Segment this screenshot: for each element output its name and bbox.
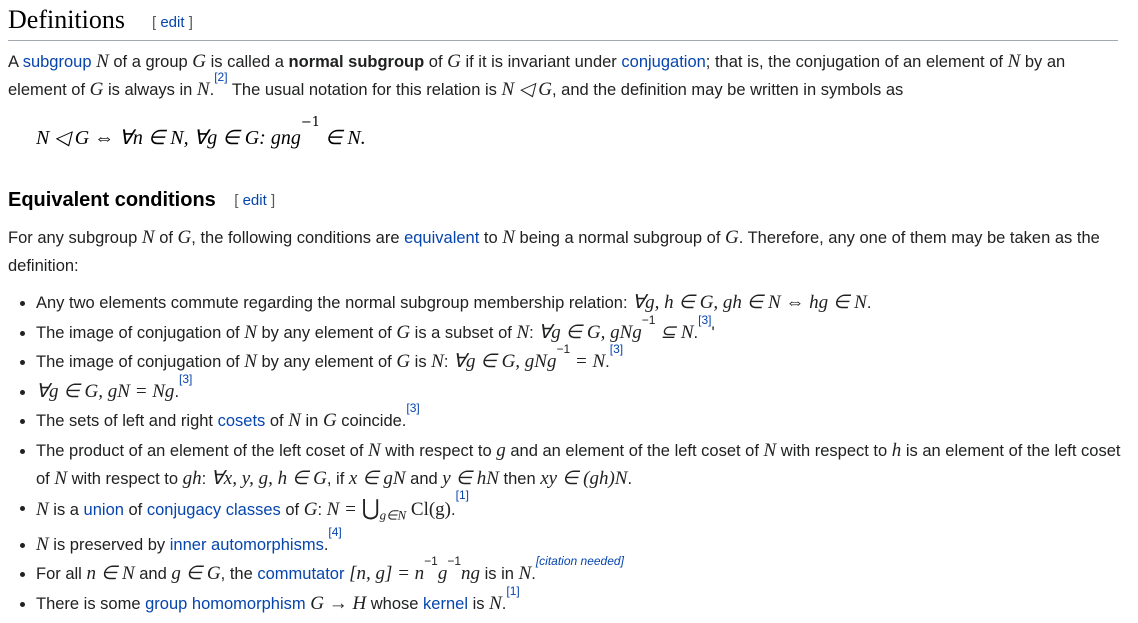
text-fragment: The image of conjugation of: [36, 323, 245, 342]
definitions-edit-section: [ edit ]: [152, 14, 193, 31]
text-fragment: of: [265, 412, 289, 430]
text-fragment: is a subset of: [410, 323, 517, 342]
math-expression: G: [725, 227, 739, 248]
superscript: [506, 584, 519, 598]
superscript: −1: [424, 554, 438, 569]
reference-link[interactable]: [4]: [328, 524, 342, 539]
reference-link[interactable]: [2]: [214, 70, 228, 84]
text-fragment: is preserved by: [48, 535, 170, 554]
text-fragment: of: [154, 229, 178, 247]
math-expression: G: [396, 321, 411, 343]
bullet-icon: [20, 506, 25, 511]
math-expression: N: [36, 533, 49, 555]
text-fragment: then: [498, 469, 541, 488]
superscript: −1: [300, 115, 320, 130]
math-expression: G: [396, 351, 411, 372]
math-expression: G: [89, 79, 104, 100]
term-normal-subgroup: normal subgroup: [288, 53, 425, 71]
list-item: [0, 554, 1130, 588]
bullet-icon: [20, 543, 25, 548]
math-expression: N: [1007, 51, 1021, 72]
superscript: [456, 488, 469, 502]
text-fragment: The image of conjugation of: [36, 353, 245, 371]
math-expression: ∀g ∈ G, gNg: [538, 321, 642, 343]
reference-link[interactable]: [3]: [406, 401, 420, 415]
link-kernel[interactable]: kernel: [423, 594, 468, 613]
text-fragment: .: [174, 382, 180, 401]
math-expression: g: [437, 563, 448, 585]
math-expression: Cl(g): [406, 499, 452, 520]
equivalent-heading-bar: [8, 186, 275, 214]
text-fragment: :: [529, 323, 539, 342]
bullet-icon: [20, 602, 25, 607]
definitions-edit-link[interactable]: edit: [160, 14, 185, 31]
math-expression: N: [54, 467, 68, 489]
text-fragment: :: [443, 353, 454, 371]
text-fragment: The usual notation for this relation is: [227, 81, 502, 99]
text-fragment: There is some: [36, 594, 146, 613]
list-item: [0, 371, 1130, 406]
text-fragment: by any element of: [256, 353, 397, 371]
text-fragment: :: [317, 501, 327, 519]
text-fragment: [: [234, 192, 243, 209]
math-expression: gh: [182, 467, 202, 489]
text-fragment: is in: [480, 565, 519, 584]
text-fragment: is always in: [103, 81, 197, 99]
text-fragment: .: [627, 469, 633, 488]
citation-needed-link[interactable]: [536, 554, 624, 568]
math-expression: G: [177, 227, 192, 248]
text-fragment: .: [531, 565, 536, 584]
math-expression: ∈ N.: [320, 127, 366, 149]
math-expression: y ∈ hN: [442, 467, 499, 489]
math-expression: N: [141, 227, 155, 248]
math-expression: = N: [570, 351, 606, 372]
text-fragment: is: [410, 353, 432, 371]
text-fragment: coincide.: [336, 412, 407, 430]
text-fragment: , if: [326, 469, 349, 488]
definitions-heading-bar: [8, 0, 1118, 41]
list-item: [0, 342, 1130, 376]
link-subgroup[interactable]: subgroup: [22, 53, 92, 71]
link-group-homomorphism[interactable]: group homomorphism: [145, 594, 306, 613]
math-expression: ∀x, y, g, h ∈ G: [210, 467, 327, 489]
math-expression: N: [489, 592, 502, 614]
text-fragment: .: [323, 535, 329, 554]
text-fragment: with respect to: [67, 469, 183, 488]
text-fragment: is a: [48, 501, 84, 519]
conditions-list: [0, 289, 1130, 619]
text-fragment: :: [201, 469, 211, 488]
superscript: −1: [641, 312, 656, 327]
text-fragment: of: [424, 53, 448, 71]
text-fragment: by any element of: [256, 323, 397, 342]
text-fragment: , the following conditions are: [191, 229, 405, 247]
text-fragment: , the: [220, 565, 258, 584]
math-expression: G: [447, 51, 461, 72]
math-expression: g ∈ G: [171, 563, 221, 585]
text-fragment: The sets of left and right: [36, 412, 218, 430]
superscript: [536, 554, 624, 568]
definitions-heading: Definitions: [8, 5, 125, 34]
math-expression: ⋃: [361, 495, 380, 520]
math-expression: G: [192, 51, 206, 72]
text-fragment: .: [866, 294, 872, 312]
math-expression: g∈N: [379, 507, 407, 523]
math-expression: g: [496, 439, 506, 461]
math-expression: [n, g] = n: [349, 563, 425, 585]
superscript: [179, 372, 192, 386]
math-expression: ∀g ∈ G, gNg: [453, 351, 557, 372]
math-expression: N: [96, 51, 109, 72]
text-fragment: , and the definition may be written in symbols as: [551, 81, 904, 99]
list-item: [0, 583, 1130, 618]
text-fragment: A: [8, 53, 23, 71]
text-fragment: by an element of: [8, 53, 1066, 99]
math-expression: N: [196, 79, 210, 100]
text-fragment: .: [451, 501, 456, 519]
list-item: [0, 401, 1130, 435]
text-fragment: and an element of the left coset of: [505, 441, 764, 460]
math-expression: G → H: [310, 592, 367, 614]
definitions-paragraph: [8, 48, 1120, 104]
text-fragment: ; that is, the conjugation of an element of: [705, 53, 1008, 71]
link-inner-automorphisms[interactable]: inner automorphisms: [169, 535, 324, 554]
reference-link[interactable]: [3]: [179, 371, 193, 386]
math-expression: N: [244, 321, 257, 343]
math-expression: n ∈ N: [86, 563, 135, 585]
text-fragment: being a normal subgroup of: [514, 229, 725, 247]
text-fragment: is an element of the left coset of: [36, 441, 1121, 488]
superscript: [214, 70, 227, 84]
text-fragment: is: [468, 594, 490, 613]
reference-link[interactable]: [3]: [698, 312, 712, 327]
bullet-icon: [20, 331, 25, 336]
equivalent-edit-link[interactable]: edit: [242, 192, 267, 209]
list-item: [0, 488, 1130, 529]
link-equivalent[interactable]: equivalent: [404, 229, 480, 247]
text-fragment: .: [605, 353, 610, 371]
superscript: −1: [556, 342, 571, 356]
text-fragment: and: [405, 469, 443, 488]
bullet-icon: [20, 449, 25, 454]
bullet-icon: [20, 419, 25, 424]
superscript: −1: [447, 554, 462, 569]
math-expression: N: [502, 227, 515, 248]
text-fragment: with respect to: [380, 441, 497, 460]
normal-notation: N ◁ G: [501, 79, 552, 100]
text-fragment: in: [300, 412, 323, 430]
bullet-icon: [20, 360, 25, 365]
text-fragment: [citation needed]: [535, 554, 624, 569]
text-fragment: with respect to: [776, 441, 892, 460]
link-conjugation[interactable]: conjugation: [621, 53, 706, 71]
math-expression: ng: [461, 563, 481, 585]
list-item: [0, 289, 1130, 317]
math-expression: N: [763, 439, 777, 461]
text-fragment: and: [134, 565, 172, 584]
math-expression: h: [891, 439, 902, 461]
bullet-icon: [20, 301, 25, 306]
superscript: [406, 401, 419, 415]
text-fragment: of: [280, 501, 304, 519]
link-cosets[interactable]: cosets: [217, 412, 266, 430]
reference-link[interactable]: [3]: [609, 342, 624, 356]
text-fragment: ': [711, 323, 715, 342]
text-fragment: .: [209, 81, 215, 99]
text-fragment: whose: [366, 594, 424, 613]
reference-link[interactable]: [1]: [455, 488, 469, 502]
link-commutator[interactable]: commutator: [257, 565, 345, 584]
math-expression: G: [322, 410, 337, 431]
math-expression: N: [368, 439, 381, 461]
math-expression: xy ∈ (gh)N: [540, 467, 628, 489]
equivalent-intro: [8, 224, 1120, 280]
equivalent-heading: Equivalent conditions: [8, 189, 216, 211]
text-fragment: of: [123, 501, 147, 519]
definition-formula: [36, 115, 366, 153]
math-expression: ⊆ N: [655, 321, 694, 343]
bullet-icon: [20, 390, 25, 395]
bullet-icon: [20, 572, 25, 577]
text-fragment: .: [693, 323, 699, 342]
text-fragment: . Therefore, any one of them may be taken as the definition:: [8, 229, 1100, 275]
math-expression: N: [288, 410, 301, 431]
math-expression: N: [244, 351, 257, 372]
text-fragment: The product of an element of the left coset of: [36, 441, 369, 460]
superscript: [328, 525, 341, 539]
link-union[interactable]: union: [83, 501, 124, 519]
equivalent-edit-section: [234, 192, 275, 209]
superscript: [610, 342, 623, 356]
math-expression: x ∈ gN: [348, 467, 406, 489]
text-fragment: if it is invariant under: [460, 53, 622, 71]
text-fragment: Any two elements commute regarding the normal subgroup membership relation:: [36, 294, 633, 312]
text-fragment: .: [501, 594, 507, 613]
math-expression: N ◁ G ⇔ ∀n ∈ N, ∀g ∈ G: gng: [36, 127, 301, 149]
text-fragment: to: [479, 229, 503, 247]
math-expression: G: [303, 499, 318, 520]
math-expression: ∀g ∈ G, gN = Ng: [36, 380, 175, 402]
math-expression: N: [516, 321, 530, 343]
link-conjugacy-classes[interactable]: conjugacy classes: [146, 501, 281, 519]
math-expression: N =: [326, 499, 362, 520]
superscript: [698, 313, 711, 327]
math-expression: N: [518, 563, 532, 585]
text-fragment: ]: [266, 192, 276, 209]
text-fragment: of a group: [108, 53, 193, 71]
reference-link[interactable]: [1]: [506, 583, 520, 598]
math-expression: N: [431, 351, 444, 372]
text-fragment: is called a: [206, 53, 289, 71]
text-fragment: For any subgroup: [8, 229, 142, 247]
math-expression: N: [36, 499, 49, 520]
math-expression: ∀g, h ∈ G, gh ∈ N ⇔ hg ∈ N: [632, 292, 867, 313]
list-item: [0, 437, 1130, 493]
text-fragment: For all: [36, 565, 87, 584]
